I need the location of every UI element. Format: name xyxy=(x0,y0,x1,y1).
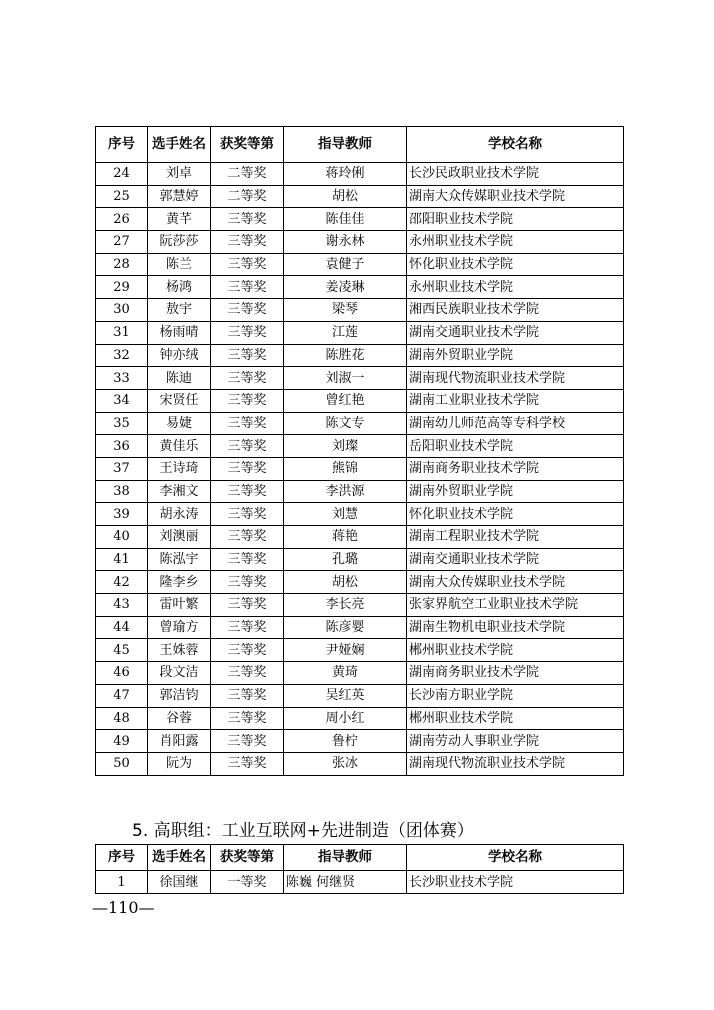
table-row xyxy=(96,752,624,775)
cell-award: 三等奖 xyxy=(211,707,284,730)
table-row xyxy=(96,253,624,276)
cell-award: 三等奖 xyxy=(211,412,284,435)
cell-school: 湖南生物机电职业技术学院 xyxy=(407,616,624,639)
cell-name: 钟亦绒 xyxy=(148,344,211,367)
cell-school: 永州职业技术学院 xyxy=(407,276,624,299)
cell-num: 26 xyxy=(96,208,148,231)
table-row xyxy=(96,185,624,208)
cell-teacher: 胡松 xyxy=(284,571,407,594)
cell-num: 32 xyxy=(96,344,148,367)
cell-name: 段文洁 xyxy=(148,662,211,685)
cell-num: 33 xyxy=(96,367,148,390)
cell-award: 三等奖 xyxy=(211,616,284,639)
cell-school: 湖南幼儿师范高等专科学校 xyxy=(407,412,624,435)
table-row xyxy=(96,163,624,186)
cell-award: 三等奖 xyxy=(211,503,284,526)
cell-school: 郴州职业技术学院 xyxy=(407,639,624,662)
cell-teacher: 熊锦 xyxy=(284,457,407,480)
cell-num: 49 xyxy=(96,730,148,753)
table-row xyxy=(96,457,624,480)
cell-name: 宋贤任 xyxy=(148,389,211,412)
cell-teacher: 陈彦婴 xyxy=(284,616,407,639)
cell-name: 王诗琦 xyxy=(148,457,211,480)
header-name: 选手姓名 xyxy=(148,127,211,163)
cell-teacher: 梁琴 xyxy=(284,299,407,322)
cell-num: 30 xyxy=(96,299,148,322)
cell-teacher: 姜凌琳 xyxy=(284,276,407,299)
cell-school: 张家界航空工业职业技术学院 xyxy=(407,594,624,617)
cell-teacher: 曾红艳 xyxy=(284,389,407,412)
table-row xyxy=(96,276,624,299)
cell-teacher: 吴红英 xyxy=(284,684,407,707)
cell-school: 郴州职业技术学院 xyxy=(407,707,624,730)
cell-name: 隆李乡 xyxy=(148,571,211,594)
cell-name: 黄佳乐 xyxy=(148,435,211,458)
cell-num: 48 xyxy=(96,707,148,730)
cell-name: 陈迪 xyxy=(148,367,211,390)
cell-award: 三等奖 xyxy=(211,276,284,299)
cell-num: 38 xyxy=(96,480,148,503)
cell-award: 三等奖 xyxy=(211,730,284,753)
cell-school: 湖南现代物流职业技术学院 xyxy=(407,367,624,390)
cell-award: 三等奖 xyxy=(211,231,284,254)
cell-num: 36 xyxy=(96,435,148,458)
cell-teacher: 刘淑一 xyxy=(284,367,407,390)
cell-teacher: 江莲 xyxy=(284,321,407,344)
cell-award: 三等奖 xyxy=(211,299,284,322)
cell-school: 湖南交通职业技术学院 xyxy=(407,548,624,571)
cell-award: 三等奖 xyxy=(211,662,284,685)
cell-teacher: 陈巍 何继贤 xyxy=(284,871,407,894)
cell-teacher: 蒋艳 xyxy=(284,526,407,549)
cell-name: 黄芊 xyxy=(148,208,211,231)
cell-name: 曾瑜方 xyxy=(148,616,211,639)
team-awards-table xyxy=(95,844,624,894)
cell-school: 湖南劳动人事职业学院 xyxy=(407,730,624,753)
table-row xyxy=(96,730,624,753)
cell-name: 谷蓉 xyxy=(148,707,211,730)
cell-award: 三等奖 xyxy=(211,389,284,412)
cell-school: 湖南大众传媒职业技术学院 xyxy=(407,185,624,208)
table-row xyxy=(96,707,624,730)
cell-teacher: 陈佳佳 xyxy=(284,208,407,231)
table-row xyxy=(96,616,624,639)
cell-num: 34 xyxy=(96,389,148,412)
cell-name: 郭慧婷 xyxy=(148,185,211,208)
cell-award: 三等奖 xyxy=(211,367,284,390)
header-award: 获奖等第 xyxy=(211,127,284,163)
cell-school: 永州职业技术学院 xyxy=(407,231,624,254)
cell-school: 湖南交通职业技术学院 xyxy=(407,321,624,344)
cell-award: 三等奖 xyxy=(211,594,284,617)
cell-num: 40 xyxy=(96,526,148,549)
cell-name: 杨雨晴 xyxy=(148,321,211,344)
table-row xyxy=(96,344,624,367)
cell-teacher: 李长亮 xyxy=(284,594,407,617)
cell-name: 雷叶繁 xyxy=(148,594,211,617)
cell-num: 24 xyxy=(96,163,148,186)
cell-award: 三等奖 xyxy=(211,480,284,503)
table-row xyxy=(96,208,624,231)
cell-num: 28 xyxy=(96,253,148,276)
cell-school: 湖南大众传媒职业技术学院 xyxy=(407,571,624,594)
table-header-row xyxy=(96,127,624,163)
cell-award: 三等奖 xyxy=(211,208,284,231)
cell-num: 39 xyxy=(96,503,148,526)
header-award: 获奖等第 xyxy=(211,845,284,871)
cell-name: 杨鸿 xyxy=(148,276,211,299)
header-num: 序号 xyxy=(96,127,148,163)
cell-num: 42 xyxy=(96,571,148,594)
cell-num: 41 xyxy=(96,548,148,571)
table-row xyxy=(96,684,624,707)
cell-award: 三等奖 xyxy=(211,321,284,344)
cell-award: 三等奖 xyxy=(211,684,284,707)
cell-school: 湖南外贸职业学院 xyxy=(407,480,624,503)
cell-name: 阮为 xyxy=(148,752,211,775)
table-row xyxy=(96,871,624,894)
cell-num: 1 xyxy=(96,871,148,894)
cell-teacher: 周小红 xyxy=(284,707,407,730)
table-row xyxy=(96,662,624,685)
cell-teacher: 鲁柠 xyxy=(284,730,407,753)
table-row xyxy=(96,571,624,594)
cell-school: 长沙民政职业技术学院 xyxy=(407,163,624,186)
cell-name: 刘卓 xyxy=(148,163,211,186)
table-row xyxy=(96,639,624,662)
cell-num: 46 xyxy=(96,662,148,685)
cell-award: 二等奖 xyxy=(211,185,284,208)
cell-num: 35 xyxy=(96,412,148,435)
table-row xyxy=(96,299,624,322)
cell-award: 一等奖 xyxy=(211,871,284,894)
cell-school: 湖南工业职业技术学院 xyxy=(407,389,624,412)
cell-school: 湘西民族职业技术学院 xyxy=(407,299,624,322)
cell-award: 三等奖 xyxy=(211,344,284,367)
cell-teacher: 刘璨 xyxy=(284,435,407,458)
cell-school: 湖南商务职业技术学院 xyxy=(407,662,624,685)
cell-name: 易婕 xyxy=(148,412,211,435)
cell-name: 胡永涛 xyxy=(148,503,211,526)
cell-num: 25 xyxy=(96,185,148,208)
table-row xyxy=(96,526,624,549)
cell-name: 王姝蓉 xyxy=(148,639,211,662)
cell-teacher: 蒋玲俐 xyxy=(284,163,407,186)
cell-name: 刘澳丽 xyxy=(148,526,211,549)
section-title: 5. 高职组：工业互联网+先进制造（团体赛） xyxy=(132,821,474,841)
table-row xyxy=(96,231,624,254)
cell-teacher: 黄琦 xyxy=(284,662,407,685)
cell-award: 三等奖 xyxy=(211,571,284,594)
cell-teacher: 孔璐 xyxy=(284,548,407,571)
cell-teacher: 尹娅娴 xyxy=(284,639,407,662)
cell-name: 陈兰 xyxy=(148,253,211,276)
header-num: 序号 xyxy=(96,845,148,871)
cell-name: 阮莎莎 xyxy=(148,231,211,254)
cell-name: 陈泓宇 xyxy=(148,548,211,571)
cell-name: 郭洁钧 xyxy=(148,684,211,707)
cell-num: 44 xyxy=(96,616,148,639)
cell-num: 43 xyxy=(96,594,148,617)
cell-num: 37 xyxy=(96,457,148,480)
header-name: 选手姓名 xyxy=(148,845,211,871)
cell-award: 二等奖 xyxy=(211,163,284,186)
cell-school: 岳阳职业技术学院 xyxy=(407,435,624,458)
table-row xyxy=(96,480,624,503)
table-header-row xyxy=(96,845,624,871)
cell-award: 三等奖 xyxy=(211,253,284,276)
cell-name: 肖阳露 xyxy=(148,730,211,753)
page-number: —110— xyxy=(92,898,155,917)
header-teacher: 指导教师 xyxy=(284,845,407,871)
cell-name: 徐国继 xyxy=(148,871,211,894)
table-row xyxy=(96,594,624,617)
table-row xyxy=(96,367,624,390)
cell-school: 湖南工程职业技术学院 xyxy=(407,526,624,549)
awards-table xyxy=(95,126,624,776)
cell-school: 怀化职业技术学院 xyxy=(407,253,624,276)
cell-school: 湖南外贸职业学院 xyxy=(407,344,624,367)
table-row xyxy=(96,389,624,412)
cell-award: 三等奖 xyxy=(211,457,284,480)
table-row xyxy=(96,321,624,344)
cell-teacher: 张冰 xyxy=(284,752,407,775)
cell-school: 长沙南方职业学院 xyxy=(407,684,624,707)
cell-teacher: 谢永林 xyxy=(284,231,407,254)
cell-school: 长沙职业技术学院 xyxy=(407,871,624,894)
cell-school: 怀化职业技术学院 xyxy=(407,503,624,526)
cell-teacher: 陈文专 xyxy=(284,412,407,435)
cell-name: 敖宇 xyxy=(148,299,211,322)
table-row xyxy=(96,503,624,526)
cell-teacher: 陈胜花 xyxy=(284,344,407,367)
cell-teacher: 胡松 xyxy=(284,185,407,208)
cell-num: 31 xyxy=(96,321,148,344)
cell-teacher: 刘慧 xyxy=(284,503,407,526)
cell-num: 50 xyxy=(96,752,148,775)
cell-award: 三等奖 xyxy=(211,752,284,775)
cell-award: 三等奖 xyxy=(211,548,284,571)
table-row xyxy=(96,412,624,435)
header-teacher: 指导教师 xyxy=(284,127,407,163)
cell-award: 三等奖 xyxy=(211,639,284,662)
cell-num: 29 xyxy=(96,276,148,299)
cell-num: 45 xyxy=(96,639,148,662)
cell-num: 27 xyxy=(96,231,148,254)
table-row xyxy=(96,548,624,571)
table-row xyxy=(96,435,624,458)
cell-award: 三等奖 xyxy=(211,435,284,458)
cell-school: 邵阳职业技术学院 xyxy=(407,208,624,231)
cell-num: 47 xyxy=(96,684,148,707)
header-school: 学校名称 xyxy=(407,127,624,163)
cell-name: 李湘文 xyxy=(148,480,211,503)
cell-teacher: 袁健子 xyxy=(284,253,407,276)
header-school: 学校名称 xyxy=(407,845,624,871)
cell-school: 湖南商务职业技术学院 xyxy=(407,457,624,480)
cell-teacher: 李洪源 xyxy=(284,480,407,503)
cell-award: 三等奖 xyxy=(211,526,284,549)
cell-school: 湖南现代物流职业技术学院 xyxy=(407,752,624,775)
